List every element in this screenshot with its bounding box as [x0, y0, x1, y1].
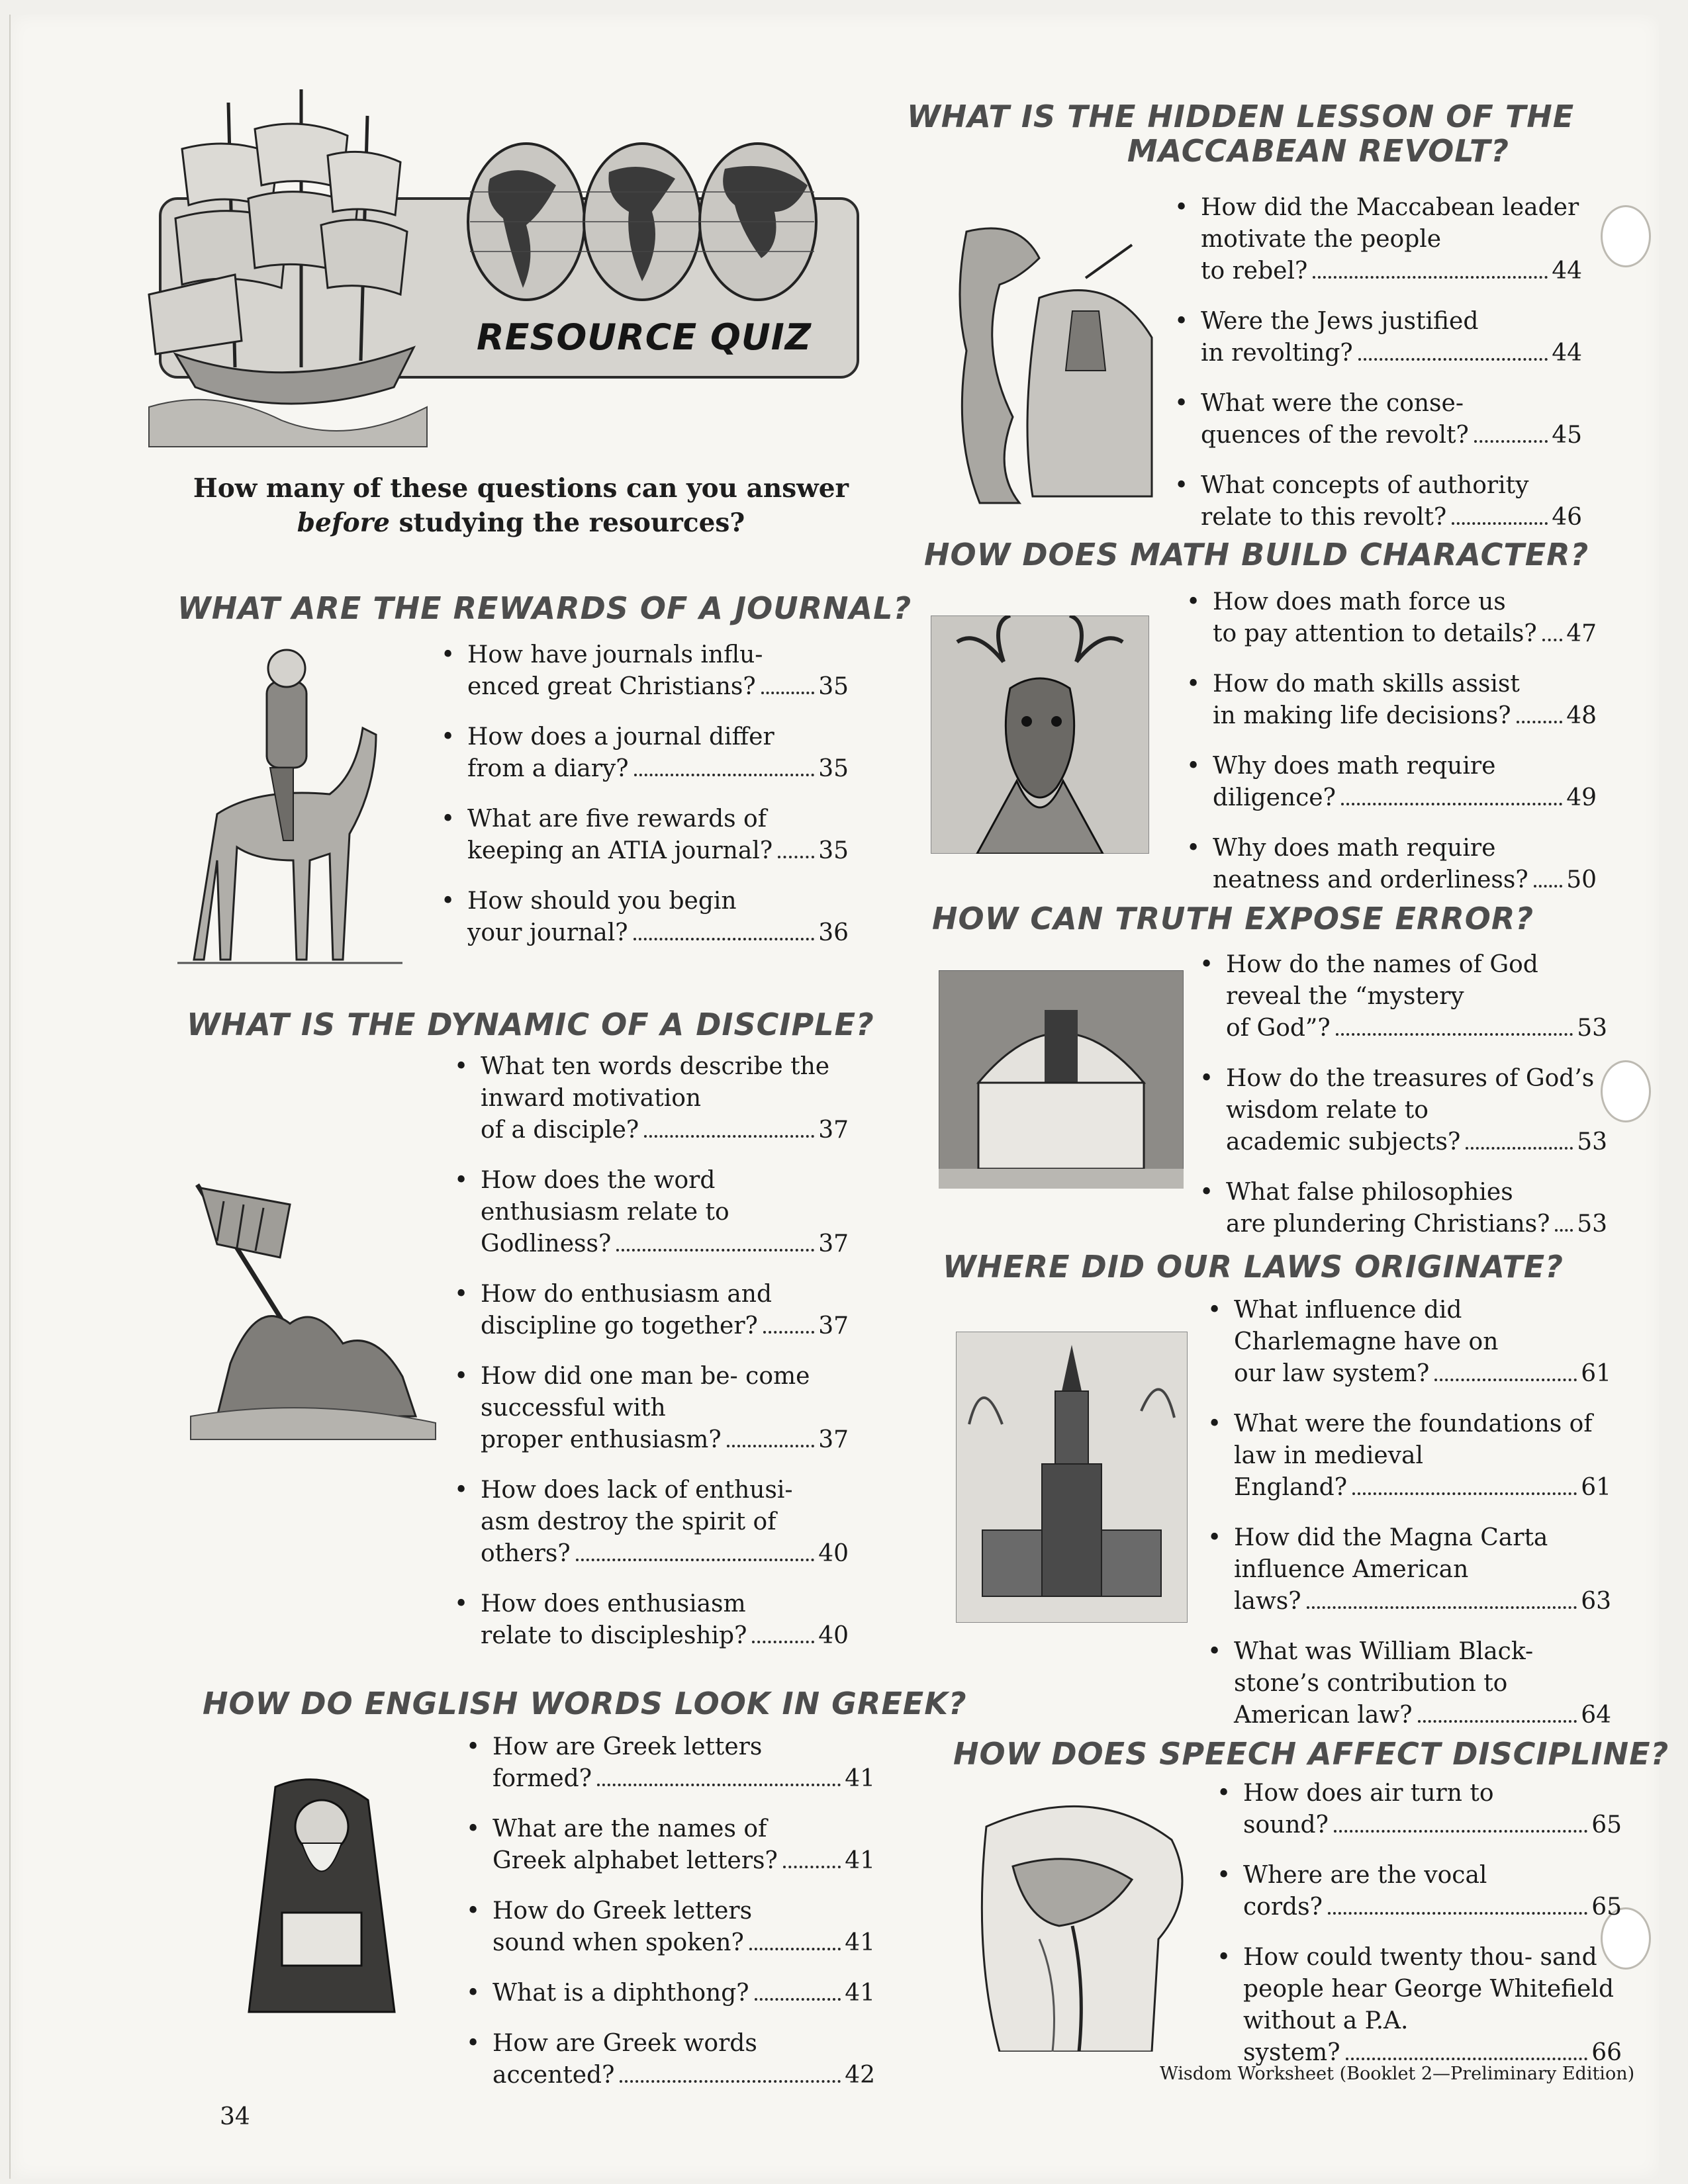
question-item: • How are Greek letters formed? 41 [463, 1731, 875, 1795]
question-item: • How do math skills assist in making life decisions? 48 [1184, 668, 1597, 732]
question-item: • What was William Black- stone’s contribution to American law? 64 [1205, 1636, 1611, 1731]
edition-footer: Wisdom Worksheet (Booklet 2—Preliminary Edition) [1160, 2064, 1635, 2084]
question-item: • Were the Jews justified in revolting? 44 [1172, 306, 1582, 369]
question-item: • What are five rewards of keeping an ATIA journal? 35 [438, 803, 849, 867]
binder-hole-top [1601, 205, 1651, 267]
question-item: • How does lack of enthusi- asm destroy the spirit of others? 40 [451, 1475, 849, 1570]
question-item: • How do Greek letters sound when spoken? 41 [463, 1895, 875, 1959]
question-item: • How does enthusiasm relate to discipleship? 40 [451, 1588, 849, 1652]
section-title-disciple: WHAT IS THE DYNAMIC OF A DISCIPLE? [187, 1007, 874, 1042]
question-item: • Why does math require diligence? 49 [1184, 751, 1597, 814]
deer-illustration [931, 615, 1149, 854]
question-item: • How does a journal differ from a diary? 35 [438, 721, 849, 785]
question-item: • How did one man be- come successful with proper enthusiasm? 37 [451, 1361, 849, 1456]
question-list-journal [438, 639, 849, 968]
question-item: • How did the Magna Carta influence American laws? 63 [1205, 1522, 1611, 1617]
question-item: • How does air turn to sound? 65 [1214, 1778, 1622, 1841]
section-title-journal: WHAT ARE THE REWARDS OF A JOURNAL? [177, 590, 912, 626]
scribe-illustration [222, 1774, 421, 2025]
question-list-speech [1214, 1778, 1622, 2087]
question-item: • How have journals influ- enced great Christians? 35 [438, 639, 849, 703]
question-item: • How do the names of God reveal the “mystery of God”? 53 [1197, 949, 1607, 1044]
question-list-greek [463, 1731, 875, 2110]
banner-title: RESOURCE QUIZ [477, 316, 812, 358]
question-list-disciple [451, 1051, 849, 1670]
question-item: • Why does math require neatness and orderliness? 50 [1184, 833, 1597, 896]
question-item: • How should you begin your journal? 36 [438, 886, 849, 949]
question-item: • How does the word enthusiasm relate to Godliness? 37 [451, 1165, 849, 1260]
intro-text [173, 471, 868, 540]
section-title-maccabean-line1: WHAT IS THE HIDDEN LESSON OF THE [907, 99, 1575, 134]
question-item: • How does math force us to pay attention to details? 47 [1184, 586, 1597, 650]
question-item: • Where are the vocal cords? 65 [1214, 1860, 1622, 1923]
sailing-ship-illustration [136, 76, 440, 453]
question-item: • How did the Maccabean leader motivate the people to rebel? 44 [1172, 192, 1582, 287]
section-title-maccabean [907, 99, 1575, 169]
section-title-speech: HOW DOES SPEECH AFFECT DISCIPLINE? [953, 1736, 1669, 1772]
section-title-greek: HOW DO ENGLISH WORDS LOOK IN GREEK? [203, 1686, 967, 1721]
world-map-illustration [463, 139, 821, 304]
question-item: • What were the conse- quences of the revolt? 45 [1172, 388, 1582, 451]
binder-hole-middle [1601, 1060, 1651, 1122]
question-item: • How are Greek words accented? 42 [463, 2028, 875, 2091]
question-item: • What are the names of Greek alphabet letters? 41 [463, 1813, 875, 1877]
question-list-truth [1197, 949, 1607, 1259]
question-list-maccabean [1172, 192, 1582, 552]
question-item: • How could twenty thou- sand people hear George Whitefield without a P.A. system? 66 [1214, 1942, 1622, 2069]
independence-hall-illustration [956, 1332, 1188, 1623]
section-title-maccabean-line2: MACCABEAN REVOLT? [1127, 133, 1509, 169]
intro-emphasis: before [297, 508, 390, 538]
question-item: • How do the treasures of God’s wisdom relate to academic subjects? 53 [1197, 1063, 1607, 1158]
section-title-laws: WHERE DID OUR LAWS ORIGINATE? [943, 1249, 1564, 1285]
question-item: • What ten words describe the inward motivation of a disciple? 37 [451, 1051, 849, 1146]
section-title-math: HOW DOES MATH BUILD CHARACTER? [924, 537, 1589, 572]
vocal-anatomy-illustration [960, 1787, 1205, 2052]
intro-line2: studying the resources? [390, 508, 745, 538]
page-number: 34 [220, 2103, 250, 2130]
intro-line1: How many of these questions can you answer [193, 473, 849, 504]
question-list-math [1184, 586, 1597, 915]
question-item: • What is a diphthong? 41 [463, 1978, 875, 2009]
question-list-laws [1205, 1295, 1611, 1750]
section-title-truth: HOW CAN TRUTH EXPOSE ERROR? [932, 901, 1534, 936]
question-item: • What were the foundations of law in medieval England? 61 [1205, 1408, 1611, 1504]
question-item: • How do enthusiasm and discipline go together? 37 [451, 1279, 849, 1342]
horseman-illustration [177, 642, 402, 973]
question-item: • What false philosophies are plundering Christians? 53 [1197, 1177, 1607, 1240]
question-item: • What influence did Charlemagne have on our law system? 61 [1205, 1295, 1611, 1390]
question-item: • What concepts of authority relate to this revolt? 46 [1172, 470, 1582, 533]
observatory-illustration [939, 970, 1184, 1189]
flag-raising-illustration [177, 1178, 442, 1443]
elephant-battle-illustration [940, 218, 1165, 510]
